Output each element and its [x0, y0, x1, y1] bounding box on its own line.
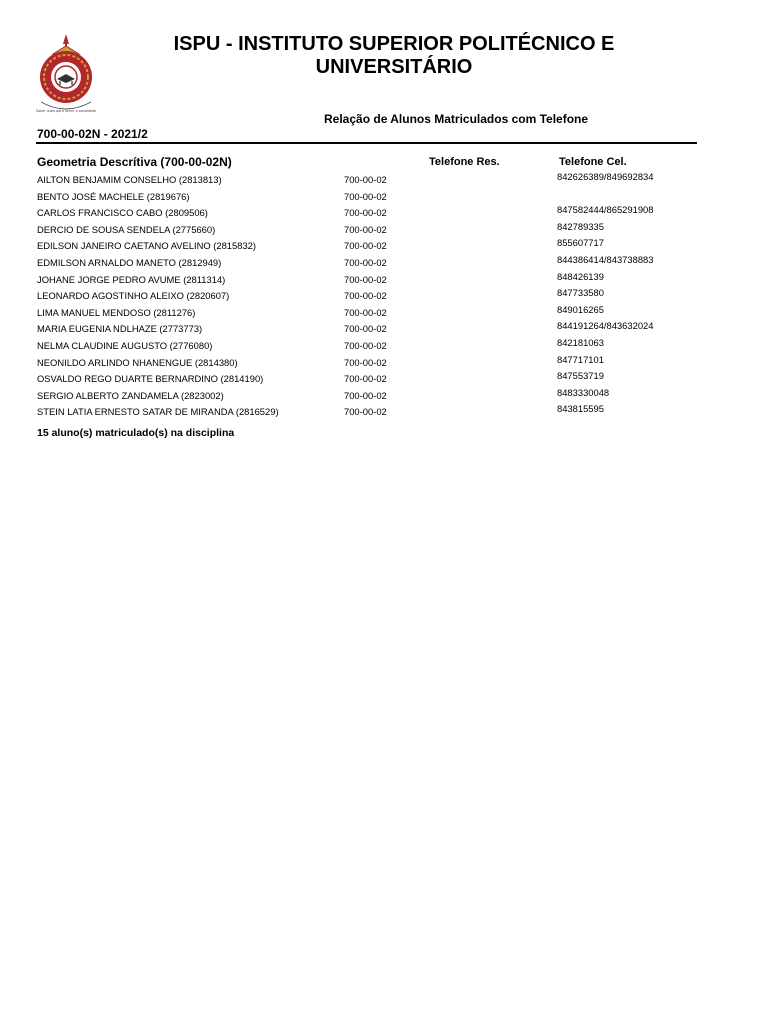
student-name: EDILSON JANEIRO CAETANO AVELINO (2815832)	[37, 240, 256, 252]
mobile-phone: 855607717	[557, 237, 604, 249]
student-name: LIMA MANUEL MENDOSO (2811276)	[37, 306, 196, 318]
institution-seal-icon	[33, 30, 99, 118]
table-row	[0, 304, 768, 321]
class-code: 700-00-02	[344, 223, 387, 235]
student-name: JOHANE JORGE PEDRO AVUME (2811314)	[37, 273, 226, 285]
student-name: AILTON BENJAMIM CONSELHO (2813813)	[37, 174, 222, 185]
report-title: Relação de Alunos Matriculados com Telefone	[324, 112, 589, 126]
table-row	[0, 204, 768, 221]
page-title: ISPU - INSTITUTO SUPERIOR POLITÉCNICO E UNIVERSITÁRIO	[173, 33, 615, 78]
mobile-phone: 848426139	[557, 270, 604, 282]
mobile-phone: 842181063	[557, 336, 604, 348]
enrollment-summary: 15 aluno(s) matriculado(s) na disciplina	[37, 427, 235, 439]
student-name: MARIA EUGENIA NDLHAZE (2773773)	[37, 323, 203, 335]
class-code: 700-00-02	[344, 406, 387, 418]
column-header-telefone-cel: Telefone Cel.	[559, 156, 627, 168]
table-row	[0, 403, 768, 420]
table-row	[0, 337, 768, 354]
class-code: 700-00-02	[344, 256, 387, 268]
mobile-phone: 849016265	[557, 303, 604, 315]
mobile-phone: 8483330048	[557, 386, 610, 398]
mobile-phone: 842789335	[557, 220, 604, 232]
student-name: EDMILSON ARNALDO MANETO (2812949)	[37, 256, 222, 268]
mobile-phone: 844386414/843738883	[557, 253, 654, 265]
table-row	[0, 254, 768, 271]
student-list	[0, 171, 768, 420]
class-code: 700-00-02	[344, 323, 387, 335]
class-code: 700-00-02	[344, 190, 387, 202]
logo-motto: Saber mais para servir a sociedade	[36, 109, 96, 113]
course-code: 700-00-02N - 2021/2	[37, 127, 148, 141]
student-name: CARLOS FRANCISCO CABO (2809506)	[37, 207, 208, 219]
table-row	[0, 271, 768, 288]
mobile-phone: 842626389/849692834	[557, 171, 654, 182]
table-row	[0, 320, 768, 337]
class-code: 700-00-02	[344, 356, 387, 368]
table-row	[0, 221, 768, 238]
student-name: NELMA CLAUDINE AUGUSTO (2776080)	[37, 339, 213, 351]
student-name: NEONILDO ARLINDO NHANENGUE (2814380)	[37, 356, 238, 368]
student-name: STEIN LATIA ERNESTO SATAR DE MIRANDA (2816529)	[37, 406, 279, 418]
table-row	[0, 370, 768, 387]
mobile-phone: 847582444/865291908	[557, 204, 654, 216]
class-code: 700-00-02	[344, 207, 387, 219]
mobile-phone: 847733580	[557, 287, 604, 299]
student-name: BENTO JOSÉ MACHELE (2819676)	[37, 190, 190, 202]
student-name: SERGIO ALBERTO ZANDAMELA (2823002)	[37, 389, 224, 401]
class-code: 700-00-02	[344, 389, 387, 401]
mobile-phone: 847553719	[557, 370, 604, 382]
table-row	[0, 287, 768, 304]
table-row	[0, 237, 768, 254]
class-code: 700-00-02	[344, 174, 387, 185]
mobile-phone: 844191264/843632024	[557, 320, 654, 332]
class-code: 700-00-02	[344, 339, 387, 351]
student-name: LEONARDO AGOSTINHO ALEIXO (2820607)	[37, 290, 230, 302]
table-row	[0, 387, 768, 404]
class-code: 700-00-02	[344, 373, 387, 385]
student-name: DERCIO DE SOUSA SENDELA (2775660)	[37, 223, 216, 235]
class-code: 700-00-02	[344, 290, 387, 302]
mobile-phone: 843815595	[557, 403, 604, 415]
discipline-heading: Geometria Descrítiva (700-00-02N)	[37, 155, 232, 169]
table-row	[0, 188, 768, 205]
header-divider	[36, 142, 697, 144]
class-code: 700-00-02	[344, 240, 387, 252]
table-row	[0, 171, 768, 188]
class-code: 700-00-02	[344, 273, 387, 285]
table-row	[0, 354, 768, 371]
column-header-telefone-res: Telefone Res.	[429, 156, 500, 168]
class-code: 700-00-02	[344, 306, 387, 318]
student-name: OSVALDO REGO DUARTE BERNARDINO (2814190)	[37, 373, 264, 385]
mobile-phone: 847717101	[557, 353, 604, 365]
